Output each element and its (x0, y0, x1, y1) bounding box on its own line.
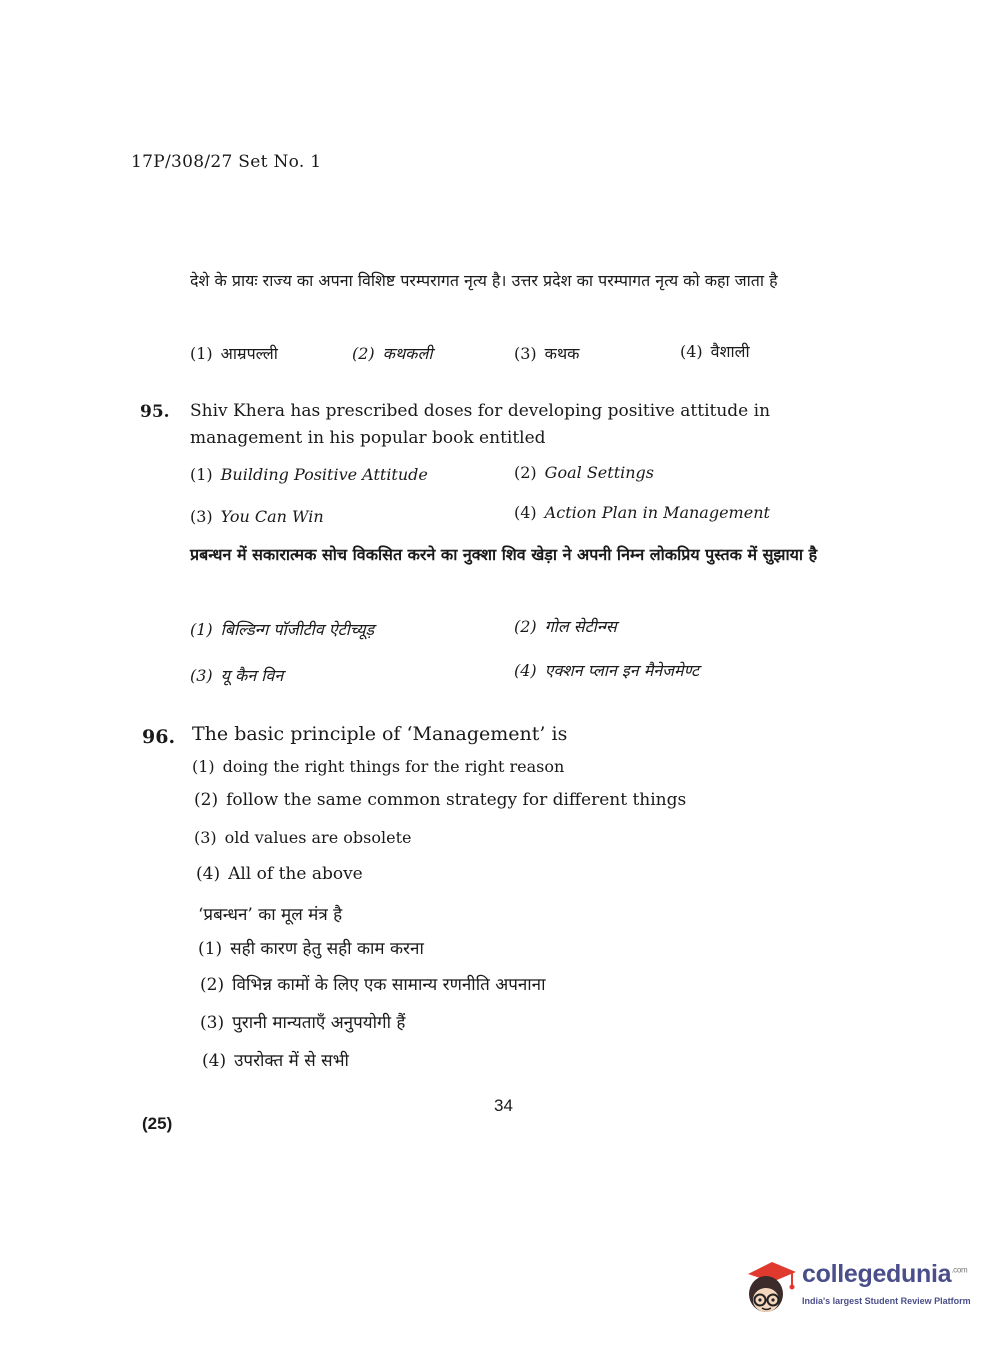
option-number: (3) (194, 828, 217, 847)
option-text: विभिन्न कामों के लिए एक सामान्य रणनीति अपनाना (232, 975, 546, 995)
option-number: (2) (194, 790, 219, 810)
option-number: (4) (514, 503, 537, 522)
question-number-95: 95. (140, 402, 170, 422)
question-95-text: Shiv Khera has prescribed doses for developing positive attitude in management in his popular book entitled (190, 401, 771, 448)
q96-hindi-option-3 (200, 1010, 405, 1033)
option-number: (4) (196, 864, 221, 884)
q96-hindi-option-2 (200, 972, 546, 995)
logo-name: collegedunia (802, 1260, 952, 1288)
option-number: (3) (190, 666, 213, 685)
option-text: Action Plan in Management (544, 503, 770, 522)
prev-hindi-option-2 (352, 342, 432, 364)
option-text: पुरानी मान्यताएँ अनुपयोगी हैं (232, 1013, 406, 1033)
option-number: (1) (192, 757, 215, 776)
option-text: कथक (544, 344, 580, 363)
option-number: (2) (514, 463, 537, 482)
option-text: सही कारण हेतु सही काम करना (230, 939, 424, 959)
option-number: (2) (352, 344, 375, 363)
q95-hindi-option-1 (190, 618, 374, 640)
option-text: एक्शन प्लान इन मैनेजमेण्ट (544, 661, 700, 680)
question-95-hindi-text: प्रबन्धन में सकारात्मक सोच विकसित करने का नुक्शा शिव खेड़ा ने अपनी निम्न लोकप्रिय पुस्तक में सुझाया है (190, 545, 818, 564)
option-text: old values are obsolete (224, 828, 412, 847)
option-number: (3) (190, 507, 213, 526)
footer-code: (25) (142, 1114, 173, 1133)
q95-hindi-option-3 (190, 664, 283, 686)
option-number: (4) (680, 342, 703, 361)
prev-hindi-option-3 (514, 342, 579, 364)
prev-hindi-option-4 (680, 340, 750, 362)
q95-option-4 (514, 503, 770, 522)
option-text: Building Positive Attitude (220, 465, 428, 484)
prev-question-hindi-text: देशे के प्रायः राज्य का अपना विशिष्ट परम्परागत नृत्य है। उत्तर प्रदेश का परम्पागत नृत्य को कहा जाता है (190, 271, 778, 290)
option-text: कथकली (382, 344, 433, 363)
option-number: (1) (198, 939, 223, 959)
option-number: (3) (514, 344, 537, 363)
option-text: उपरोक्त में से सभी (234, 1051, 349, 1071)
q96-hindi-option-4 (202, 1048, 349, 1071)
q96-option-3 (194, 828, 411, 847)
prev-hindi-option-1 (190, 342, 278, 364)
logo-domain: .com (951, 1265, 968, 1275)
q95-hindi-option-2 (514, 615, 617, 637)
q95-option-2 (514, 463, 654, 482)
logo-tagline: India's largest Student Review Platform (802, 1296, 971, 1306)
q96-option-4 (196, 864, 363, 884)
option-text: आम्रपल्ली (220, 344, 278, 363)
option-number: (4) (202, 1051, 227, 1071)
option-number: (1) (190, 344, 213, 363)
logo-wordmark (802, 1260, 967, 1289)
option-text: वैशाली (710, 342, 750, 361)
q96-option-1 (192, 757, 564, 776)
option-text: गोल सेटीन्ग्स (544, 617, 617, 636)
option-number: (1) (190, 465, 213, 484)
option-number: (1) (190, 620, 213, 639)
q96-option-2 (194, 790, 686, 810)
q95-option-3 (190, 507, 324, 526)
option-number: (4) (514, 661, 537, 680)
option-number: (3) (200, 1013, 225, 1033)
q95-hindi-option-4 (514, 659, 699, 681)
question-96-text: The basic principle of ‘Management’ is (192, 723, 568, 745)
option-text: बिल्डिन्ग पॉजीटीव ऐटीच्यूड़ (220, 620, 375, 639)
option-text: All of the above (228, 864, 363, 884)
q95-option-1 (190, 465, 428, 484)
paper-code-header: 17P/308/27 Set No. 1 (131, 152, 322, 172)
option-text: doing the right things for the right reason (222, 757, 565, 776)
page-number: 34 (494, 1096, 513, 1115)
mascot-icon (742, 1256, 798, 1316)
collegedunia-logo[interactable] (742, 1250, 972, 1320)
q96-hindi-option-1 (198, 936, 424, 959)
option-text: Goal Settings (544, 463, 654, 482)
option-text: यू कैन विन (220, 666, 284, 685)
option-text: You Can Win (220, 507, 324, 526)
option-number: (2) (200, 975, 225, 995)
option-number: (2) (514, 617, 537, 636)
option-text: follow the same common strategy for different things (226, 790, 687, 810)
question-number-96: 96. (142, 726, 176, 748)
question-96-hindi-text: ‘प्रबन्धन’ का मूल मंत्र है (198, 905, 343, 925)
